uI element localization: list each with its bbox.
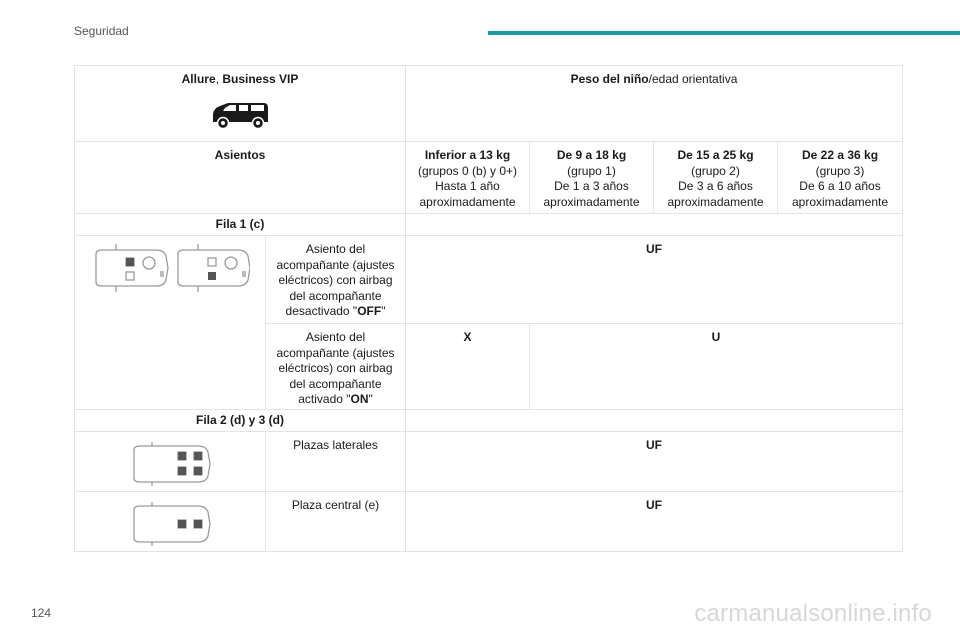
lateral-seats-diagram-cell [75,432,266,492]
airbag-off-cell [266,236,406,324]
group-title: De 9 a 18 kg [556,148,627,162]
airbag-off-description: Asiento del acompañante (ajustes eléctricos) con airbag del acompañante desactivado " [276,242,395,318]
group-title: De 15 a 25 kg [677,148,754,162]
group-subtitle: (grupo 2) [691,163,740,178]
group-age-note: aproximadamente [419,194,516,209]
group-subtitle: (grupo 3) [815,163,865,178]
airbag-on-cell [266,324,406,410]
front-seat-diagram-icon [90,244,250,292]
airbag-on-description: Asiento del acompañante (ajustes eléctricos) con airbag del acompañante activado " [276,330,395,406]
section-title: Seguridad [74,24,129,38]
group-age: De 1 a 3 años [554,179,629,193]
central-seat-diagram-icon [128,502,212,546]
group-cell-0 [406,142,530,214]
group-title: De 22 a 36 kg [801,148,879,162]
group-cell-3 [778,142,903,214]
airbag-off-word: OFF [357,304,382,318]
weight-label-rest: /edad orientativa [648,72,738,86]
central-seat-diagram-cell [75,492,266,552]
child-seat-table [74,65,903,552]
airbag-off-value: UF [406,236,903,324]
version-separator: , [215,72,223,86]
version-cell [75,66,406,142]
front-seat-diagram-cell [75,236,266,410]
group-subtitle: (grupo 1) [567,163,616,178]
version-name-2: Business VIP [222,72,299,86]
weight-header-cell [406,66,903,142]
group-age: De 6 a 10 años [799,179,881,193]
airbag-on-value-groups1-3: U [530,324,903,410]
airbag-on-value-group0: X [406,324,530,410]
group-cell-2 [654,142,778,214]
seats-label: Asientos [75,142,406,214]
lateral-seats-label: Plazas laterales [266,432,406,492]
airbag-off-quote: " [381,304,386,318]
row23-empty [406,410,903,432]
weight-label: Peso del niño [570,72,649,86]
central-seat-value: UF [406,492,903,552]
airbag-on-word: ON [350,392,369,406]
group-age-note: aproximadamente [667,194,764,209]
header-accent-bar [488,31,960,35]
watermark: carmanualsonline.info [694,600,932,627]
group-age-note: aproximadamente [791,194,889,209]
group-subtitle: (grupos 0 (b) y 0+) [417,163,518,178]
page-number: 124 [31,606,52,620]
group-age: De 3 a 6 años [678,179,753,193]
row1-label: Fila 1 (c) [75,214,406,236]
airbag-on-quote: " [368,392,373,406]
row23-label: Fila 2 (d) y 3 (d) [75,410,406,432]
central-seat-label: Plaza central (e) [266,492,406,552]
group-title: Inferior a 13 kg [424,148,511,162]
group-age-note: aproximadamente [543,194,640,209]
group-cell-1 [530,142,654,214]
version-name-1: Allure [181,72,216,86]
row1-empty [406,214,903,236]
group-age: Hasta 1 año [435,179,500,193]
lateral-seats-diagram-icon [128,442,212,486]
lateral-seats-value: UF [406,432,903,492]
van-icon [208,100,272,130]
